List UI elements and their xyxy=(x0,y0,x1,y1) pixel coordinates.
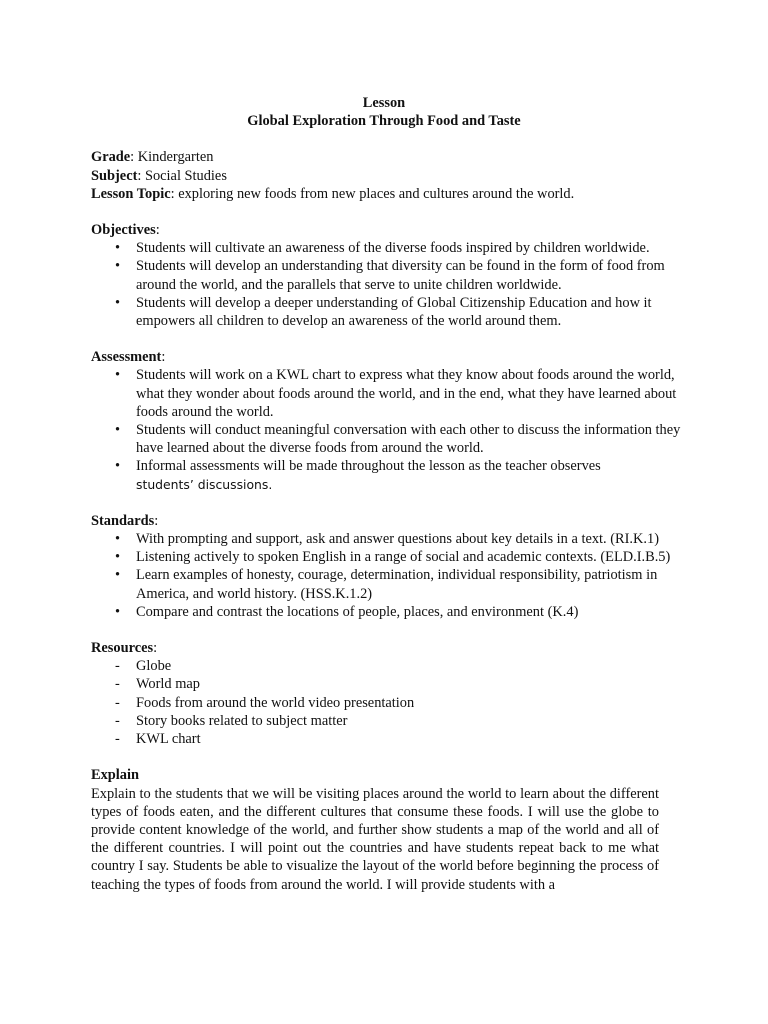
list-item xyxy=(91,457,691,493)
document-page xyxy=(91,94,691,894)
assessment-item-tail: students’ discussions. xyxy=(136,476,273,492)
list-item: • Students will cultivate an awareness of the diverse foods inspired by children worldwide. xyxy=(91,239,691,257)
list-item: - KWL chart xyxy=(91,730,691,748)
topic-value: : exploring new foods from new places and cultures around the world. xyxy=(170,185,575,202)
list-item: • Compare and contrast the locations of people, places, and environment (K.4) xyxy=(91,603,691,621)
list-item: - Globe xyxy=(91,657,691,675)
standards-heading-line xyxy=(91,512,691,530)
list-item: • Students will develop an understanding that diversity can be found in the form of food from around the world, and the parallels that serve to unite children worldwide. xyxy=(91,257,691,293)
standards-heading: Standards xyxy=(91,512,155,529)
list-item: • Students will conduct meaningful conversation with each other to discuss the information they have learned about the diverse foods from around the world. xyxy=(91,421,691,457)
assessment-item-text: Informal assessments will be made throughout the lesson as the teacher observes xyxy=(136,458,601,475)
objectives-heading: Objectives xyxy=(91,222,156,239)
grade-line xyxy=(91,148,691,166)
document-title: Global Exploration Through Food and Taste xyxy=(247,113,521,130)
document-label: Lesson xyxy=(362,95,406,111)
assessment-list xyxy=(91,366,691,493)
grade-label: Grade xyxy=(91,149,131,166)
assessment-heading: Assessment xyxy=(91,349,162,366)
list-item: • Learn examples of honesty, courage, determination, individual responsibility, patriotism in America, and world history. (HSS.K.1.2) xyxy=(91,566,691,602)
subject-line xyxy=(91,167,691,185)
spacer xyxy=(91,330,691,348)
list-item: - Foods from around the world video presentation xyxy=(91,694,691,712)
grade-value: : Kindergarten xyxy=(130,149,214,166)
assessment-heading-line xyxy=(91,348,691,366)
resources-list xyxy=(91,657,691,748)
explain-paragraph: Explain to the students that we will be visiting places around the world to learn about the different types of foods eaten, and the different cultures that consume these foods. I will use the globe to provide content knowledge of the world, and further show students a map of the world and all of the different countries. I will point out the countries and have students repeat back to me what country I say. Students be able to visualize the layout of the world before beginning the process of teaching the types of foods from around the world. I will provide students with a xyxy=(91,785,659,893)
list-item: • Listening actively to spoken English in a range of social and academic contexts. (ELD.I.B.5) xyxy=(91,548,691,566)
spacer xyxy=(91,621,691,639)
spacer xyxy=(91,494,691,512)
assessment-colon: : xyxy=(161,349,166,366)
standards-list xyxy=(91,530,691,621)
subject-label: Subject xyxy=(91,167,138,184)
list-item: • Students will develop a deeper understanding of Global Citizenship Education and how it empowers all children to develop an awareness of the world around them. xyxy=(91,294,691,330)
resources-colon: : xyxy=(153,640,158,657)
resources-heading: Resources xyxy=(91,640,154,657)
spacer xyxy=(91,203,691,221)
list-item: - World map xyxy=(91,675,691,693)
explain-heading: Explain xyxy=(91,767,139,784)
topic-label: Lesson Topic xyxy=(91,185,171,202)
list-item: • Students will work on a KWL chart to express what they know about foods around the world, what they wonder about foods around the world, and in the end, what they have learned about foods around the world. xyxy=(91,366,691,421)
resources-heading-line xyxy=(91,639,691,657)
objectives-colon: : xyxy=(155,222,160,239)
list-item: - Story books related to subject matter xyxy=(91,712,691,730)
topic-line xyxy=(91,185,691,203)
subject-value: : Social Studies xyxy=(137,167,227,184)
spacer xyxy=(91,748,691,766)
document-header xyxy=(91,94,677,130)
objectives-heading-line xyxy=(91,221,691,239)
spacer xyxy=(91,130,691,148)
standards-colon: : xyxy=(154,512,159,529)
list-item: • With prompting and support, ask and answer questions about key details in a text. (RI.K.1) xyxy=(91,530,691,548)
objectives-list xyxy=(91,239,691,330)
